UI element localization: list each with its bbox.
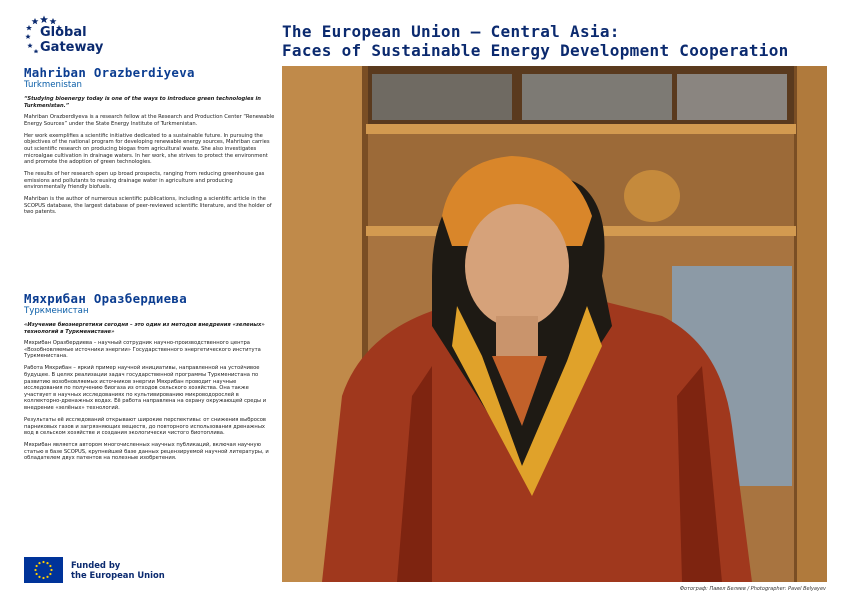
bio-ru-paragraph-1: Мяхрибан Оразбердиева – научный сотрудник научно-производственного центра «Возобновляемые источники энергии» Государственного энергетического института Туркменистана. [24,340,261,360]
bio-ru-paragraph-4: Мяхрибан является автором многочисленных научных публикаций, включая научную статью в базе SCOPUS, крупнейшей базе данных рецензируемой научной литературы, и обладателем двух патентов на полезные изобретения. [24,442,269,462]
portrait-photo [282,66,827,582]
funded-by-line-2: the European Union [71,570,165,580]
biography-russian [24,292,276,467]
photo-credit: Фотограф: Павел Беляев / Photographer: Pavel Belyayev [679,586,826,592]
bio-en-paragraph-3: The results of her research open up broad prospects, ranging from reducing greenhouse gas emissions and pollutants to reusing drainage water in agriculture and producing environmentally friendly biofuels. [24,171,265,191]
country-en: Turkmenistan [24,80,82,90]
eu-flag-icon [24,557,63,583]
bio-en-paragraph-2: Her work exemplifies a scientific initiative dedicated to a sustainable future. In pursuing the objectives of the national program for developing renewable energy sources, Mahriban carries out scientific research on producing biogas from agricultural waste. She also investigates microalgae cultivation in drainage waters. In her work, she strives to protect the environment and promote the adoption of green technologies. [24,132,270,166]
page-title-line-1: The European Union – Central Asia: [282,22,620,41]
person-name-ru: Мяхрибан Оразбердиева [24,291,187,306]
logo-word-global: Global [40,25,87,40]
page-title [282,22,842,60]
portrait-illustration [282,66,827,582]
logo-word-gateway: Gateway [40,40,104,55]
global-gateway-logo [24,14,134,58]
person-name-en: Mahriban Orazberdiyeva [24,65,195,80]
funded-by-line-1: Funded by [71,560,121,570]
bio-en-paragraph-4: Mahriban is the author of numerous scientific publications, including a scientific article in the SCOPUS database, the largest database of peer-reviewed scientific literature, and the holder of two patents. [24,196,272,216]
bio-en-paragraph-1: Mahriban Orazberdiyeva is a research fellow at the Research and Production Center “Renewable Energy Sources” under the State Energy Institute of Turkmenistan. [24,114,275,127]
page-title-line-2: Faces of Sustainable Energy Development Cooperation [282,41,789,60]
biography-english [24,66,276,221]
quote-ru: «Изучение биоэнергетики сегодня – это один из методов внедрения «зеленых» технологий в Туркменистане» [24,322,265,335]
bio-ru-paragraph-2: Работа Мяхрибан – яркий пример научной инициативы, направленной на устойчивое будущее. В целях реализации задач государственной программы Туркменистана по развитию возобновляемых источников энергии Мяхрибан проводит научные исследования по получению биогаза из отходов сельского хозяйства. Она также участвует в научных исследованиях по культивированию микроводорослей в коллекторно-дренажных водах. Её работа направлена на охрану окружающей среды и внедрение «зелёных» технологий. [24,365,267,411]
country-ru: Туркменистан [24,306,89,316]
quote-en: “Studying bioenergy today is one of the ways to introduce green technologies in Turkmenistan.” [24,96,261,109]
bio-ru-paragraph-3: Результаты её исследований открывают широкие перспективы: от снижения выбросов парниковых газов и загрязняющих веществ, до повторного использования дренажных вод в сельском хозяйстве и создания экологически чистого биотоплива. [24,416,266,437]
